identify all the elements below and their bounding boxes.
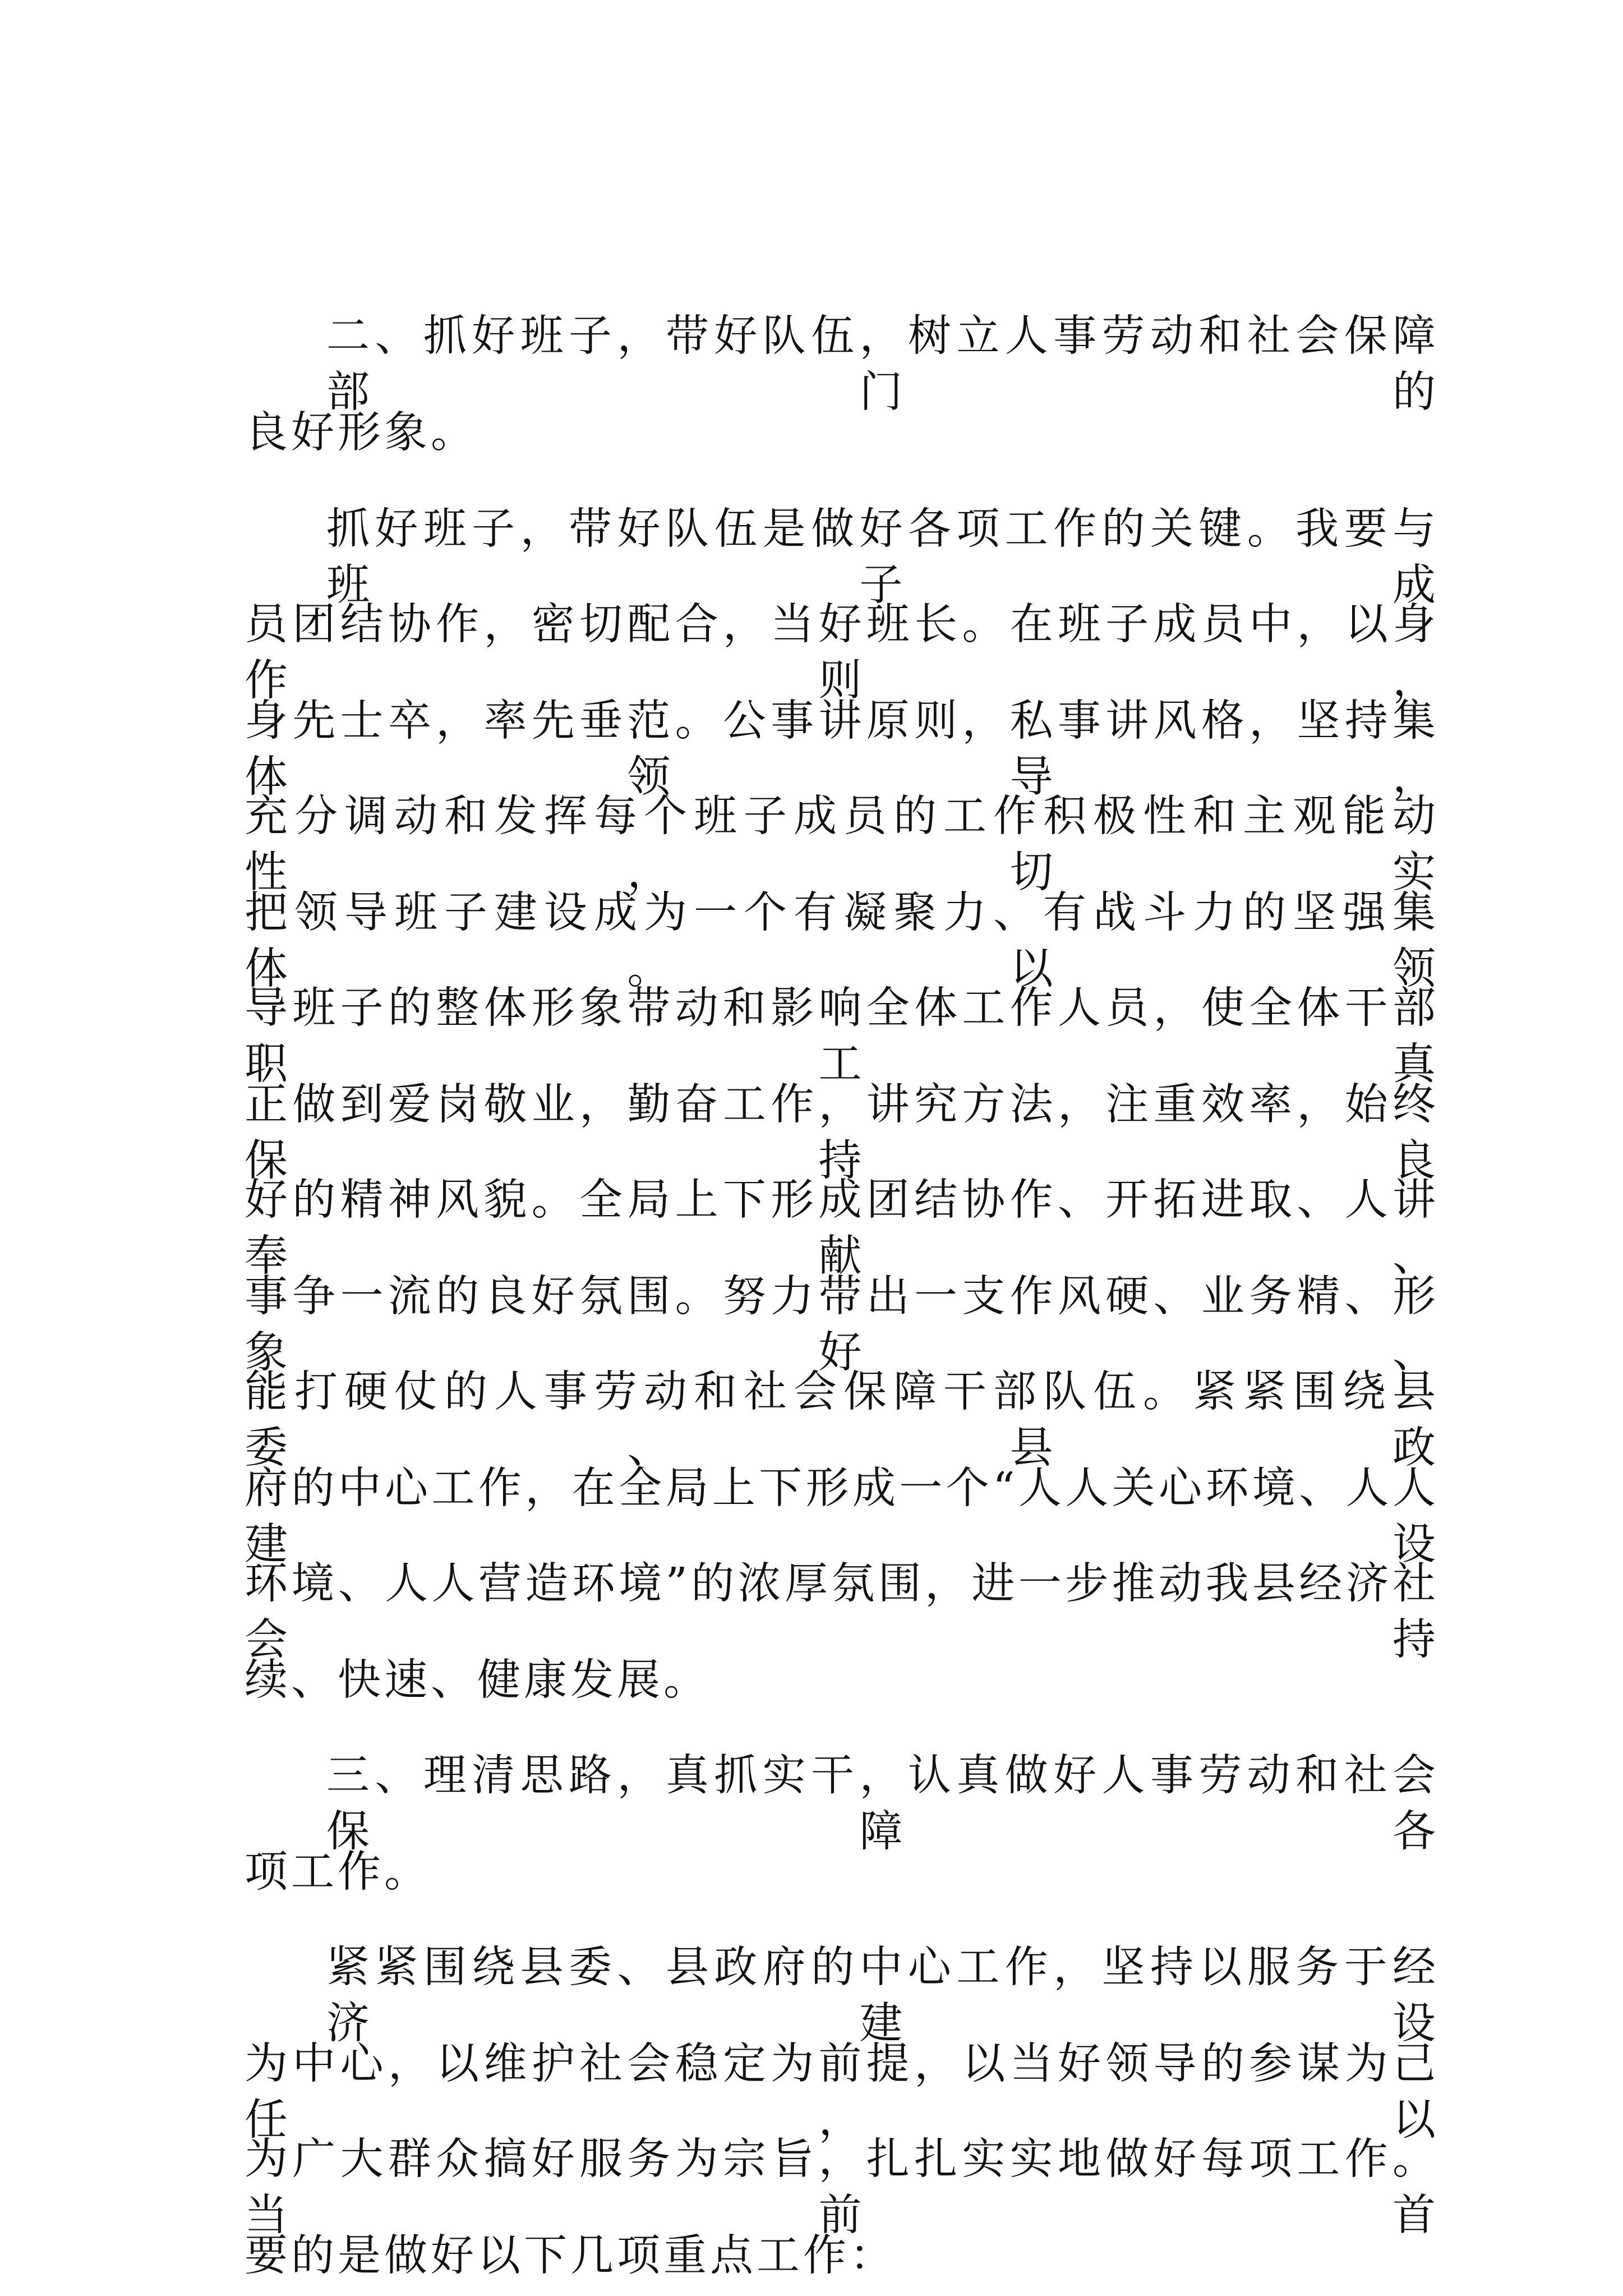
paragraph-line: 员团结协作，密切配合，当好班长。在班子成员中，以身作则， — [245, 600, 1439, 706]
paragraph-line: 为广大群众搞好服务为宗旨，扎扎实实地做好每项工作。当前首 — [245, 2134, 1439, 2240]
paragraph-line: 环境、人人营造环境”的浓厚氛围，进一步推动我县经济社会持 — [245, 1559, 1439, 1665]
paragraph-line: 良好形象。 — [245, 408, 477, 458]
paragraph-line: 身先士卒，率先垂范。公事讲原则，私事讲风格，坚持集体领导， — [245, 696, 1439, 802]
paragraph-line: 事争一流的良好氛围。努力带出一支作风硬、业务精、形象好、 — [245, 1272, 1439, 1378]
paragraph-line: 要的是做好以下几项重点工作： — [245, 2231, 896, 2281]
paragraph-line: 把领导班子建设成为一个有凝聚力、有战斗力的坚强集体。以领 — [245, 888, 1439, 994]
paragraph-line: 项工作。 — [245, 1847, 431, 1897]
paragraph-line: 抓好班子，带好队伍是做好各项工作的关键。我要与班子成 — [326, 504, 1439, 610]
paragraph-line: 续、快速、健康发展。 — [245, 1655, 710, 1705]
paragraph-line: 为中心，以维护社会稳定为前提，以当好领导的参谋为己任，以 — [245, 2039, 1439, 2145]
paragraph-line: 府的中心工作，在全局上下形成一个“人人关心环境、人人建设 — [245, 1464, 1439, 1570]
paragraph-line: 充分调动和发挥每个班子成员的工作积极性和主观能动性，切实 — [245, 792, 1439, 898]
paragraph-line: 二、抓好班子，带好队伍，树立人事劳动和社会保障部门的 — [326, 311, 1439, 417]
paragraph-line: 导班子的整体形象带动和影响全体工作人员，使全体干部职工真 — [245, 983, 1439, 1089]
paragraph-line: 能打硬仗的人事劳动和社会保障干部队伍。紧紧围绕县委、县政 — [245, 1367, 1439, 1473]
paragraph-line: 三、理清思路，真抓实干，认真做好人事劳动和社会保障各 — [326, 1751, 1439, 1857]
paragraph-line: 好的精神风貌。全局上下形成团结协作、开拓进取、人讲奉献、 — [245, 1175, 1439, 1281]
paragraph-line: 紧紧围绕县委、县政府的中心工作，坚持以服务于经济建设 — [326, 1943, 1439, 2049]
paragraph-line: 正做到爱岗敬业，勤奋工作，讲究方法，注重效率，始终保持良 — [245, 1080, 1439, 1186]
